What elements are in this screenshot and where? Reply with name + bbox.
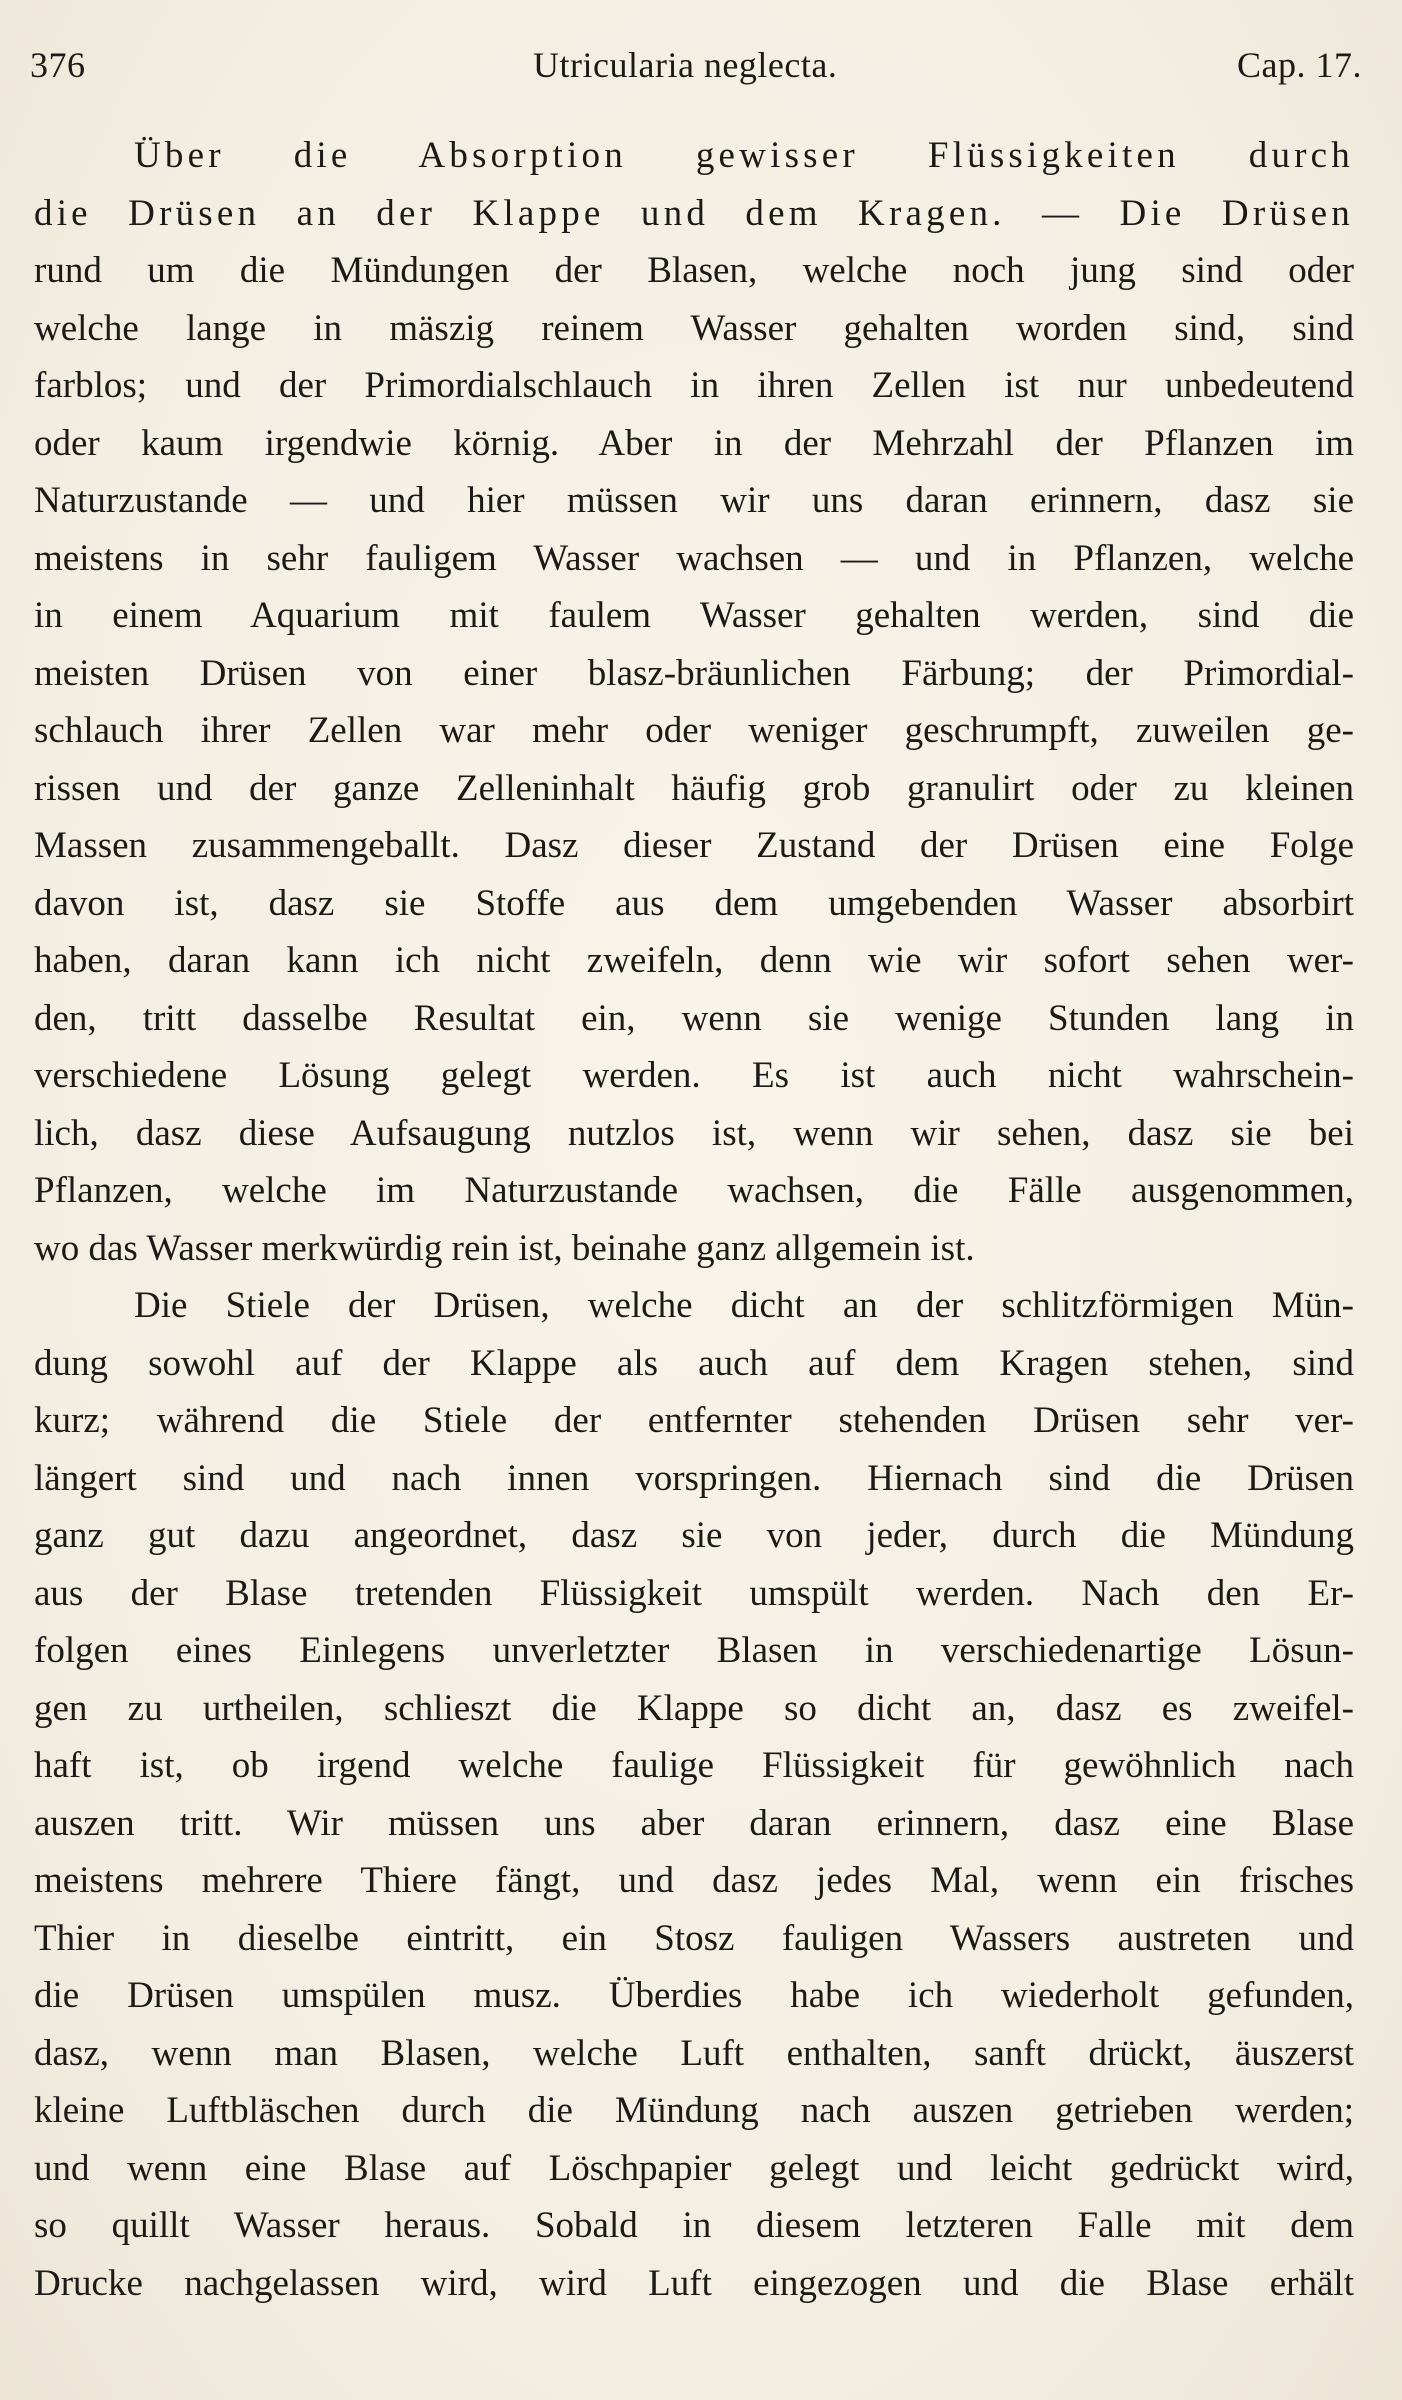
text-line: Die Stiele der Drüsen, welche dicht an der schlitzförmigen Mün- xyxy=(134,1285,1354,1326)
text-line: meistens in sehr fauligem Wasser wachsen — und in Pflanzen, welche xyxy=(34,537,1354,579)
text-line: aus der Blase tretenden Flüssigkeit umspült werden. Nach den Er- xyxy=(34,1572,1354,1614)
text-line: lich, dasz diese Aufsaugung nutzlos ist, wenn wir sehen, dasz sie bei xyxy=(34,1112,1354,1154)
text-line: den, tritt dasselbe Resultat ein, wenn sie wenige Stunden lang in xyxy=(34,997,1354,1039)
text-line: die Drüsen an der Klappe und dem Kragen. — Die Drüsen xyxy=(34,192,1354,234)
text-line: und wenn eine Blase auf Löschpapier gelegt und leicht gedrückt wird, xyxy=(34,2147,1354,2189)
running-title: Utricularia neglecta. xyxy=(533,45,838,85)
text-line: rund um die Mündungen der Blasen, welche noch jung sind oder xyxy=(34,250,1354,291)
text-line: dung sowohl auf der Klappe als auch auf dem Kragen stehen, sind xyxy=(34,1342,1354,1384)
text-line: Pflanzen, welche im Naturzustande wachsen, die Fälle ausgenommen, xyxy=(34,1170,1354,1211)
text-line: schlauch ihrer Zellen war mehr oder weniger geschrumpft, zuweilen ge- xyxy=(34,710,1354,751)
text-line: gen zu urtheilen, schlieszt die Klappe so dicht an, dasz es zweifel- xyxy=(34,1687,1354,1729)
paragraph-gland-stalks xyxy=(34,1277,1354,2312)
text-line: Massen zusammengeballt. Dasz dieser Zustand der Drüsen eine Folge xyxy=(34,825,1354,866)
text-line: farblos; und der Primordialschlauch in ihren Zellen ist nur unbedeutend xyxy=(34,365,1354,406)
text-line: Drucke nachgelassen wird, wird Luft eingezogen und die Blase erhält xyxy=(34,2262,1354,2304)
text-line: kurz; während die Stiele der entfernter stehenden Drüsen sehr ver- xyxy=(34,1400,1354,1441)
body-text xyxy=(34,127,1354,2312)
paragraph-absorption xyxy=(34,127,1354,1277)
text-line: haben, daran kann ich nicht zweifeln, denn wie wir sofort sehen wer- xyxy=(34,940,1354,981)
text-line: davon ist, dasz sie Stoffe aus dem umgebenden Wasser absorbirt xyxy=(34,882,1354,924)
text-line: verschiedene Lösung gelegt werden. Es ist auch nicht wahrschein- xyxy=(34,1055,1354,1096)
text-line: welche lange in mäszig reinem Wasser gehalten worden sind, sind xyxy=(34,307,1354,349)
text-line: die Drüsen umspülen musz. Überdies habe ich wiederholt gefunden, xyxy=(34,1975,1354,2016)
text-line: kleine Luftbläschen durch die Mündung nach auszen getrieben werden; xyxy=(34,2090,1354,2131)
text-line: rissen und der ganze Zelleninhalt häufig grob granulirt oder zu kleinen xyxy=(34,767,1354,809)
text-line: oder kaum irgendwie körnig. Aber in der Mehrzahl der Pflanzen im xyxy=(34,422,1354,464)
text-line: ganz gut dazu angeordnet, dasz sie von jeder, durch die Mündung xyxy=(34,1515,1354,1556)
text-line: Naturzustande — und hier müssen wir uns daran erinnern, dasz sie xyxy=(34,480,1354,521)
text-line: dasz, wenn man Blasen, welche Luft enthalten, sanft drückt, äuszerst xyxy=(34,2032,1354,2074)
text-line: in einem Aquarium mit faulem Wasser gehalten werden, sind die xyxy=(34,595,1354,636)
page-number: 376 xyxy=(30,45,86,85)
text-line: wo das Wasser merkwürdig rein ist, beinahe ganz allgemein ist. xyxy=(34,1227,975,1269)
text-line: folgen eines Einlegens unverletzter Blasen in verschiedenartige Lösun- xyxy=(34,1630,1354,1671)
text-line: Thier in dieselbe eintritt, ein Stosz fauligen Wassers austreten und xyxy=(34,1917,1354,1959)
text-line: meisten Drüsen von einer blasz-bräunlichen Färbung; der Primordial- xyxy=(34,652,1354,694)
text-line: haft ist, ob irgend welche faulige Flüssigkeit für gewöhnlich nach xyxy=(34,1745,1354,1786)
text-line: so quillt Wasser heraus. Sobald in diesem letzteren Falle mit dem xyxy=(34,2205,1354,2246)
chapter-label: Cap. 17. xyxy=(1237,45,1362,85)
text-line: längert sind und nach innen vorspringen. Hiernach sind die Drüsen xyxy=(34,1457,1354,1499)
text-line: auszen tritt. Wir müssen uns aber daran erinnern, dasz eine Blase xyxy=(34,1802,1354,1844)
text-line: meistens mehrere Thiere fängt, und dasz jedes Mal, wenn ein frisches xyxy=(34,1860,1354,1901)
running-header xyxy=(30,40,1362,90)
text-line: Über die Absorption gewisser Flüssigkeiten durch xyxy=(134,135,1354,176)
